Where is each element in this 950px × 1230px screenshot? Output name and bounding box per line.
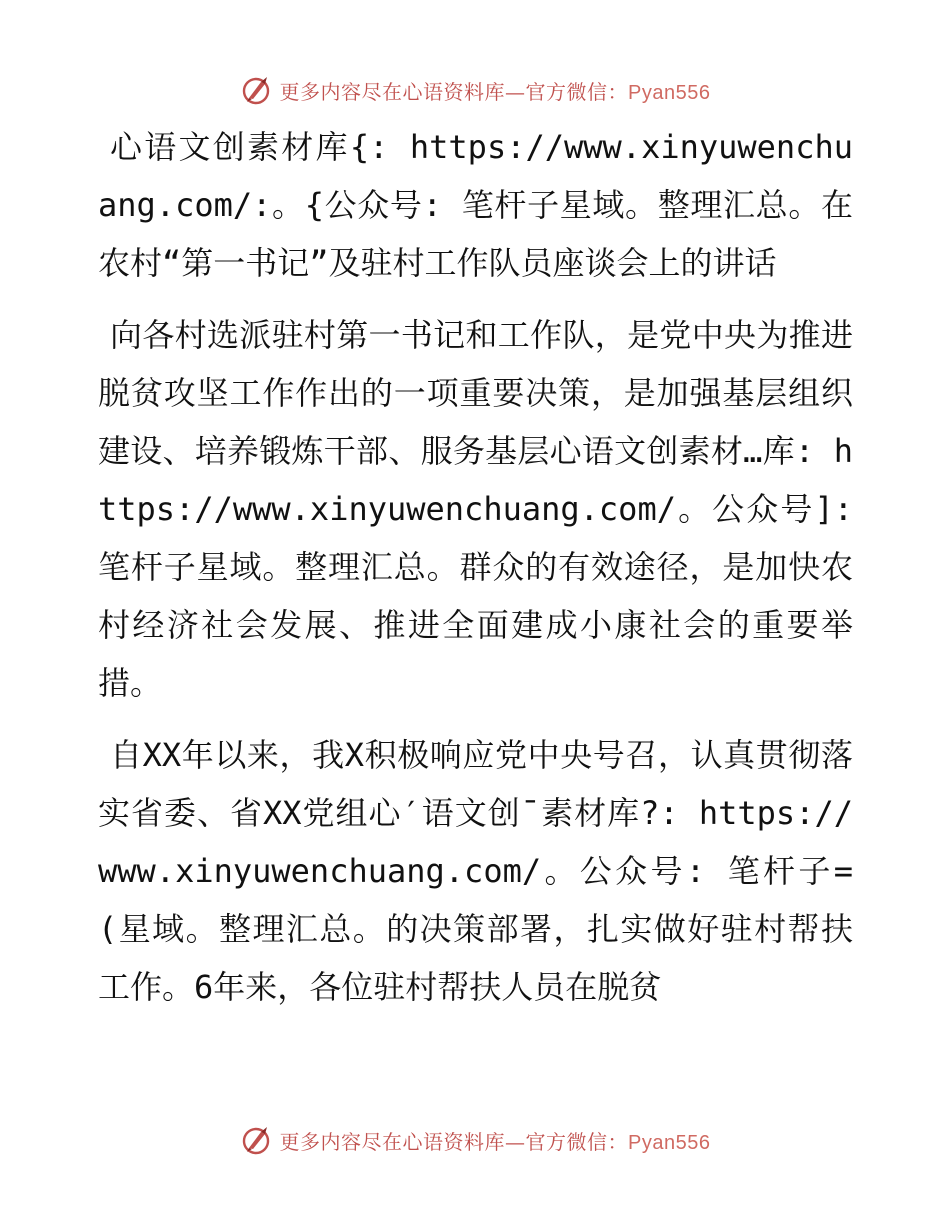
footer-banner-inner [240, 1124, 711, 1156]
paragraph-2: 向各村选派驻村第一书记和工作队，是党中央为推进脱贫攻坚工作作出的一项重要决策，是加强基层组织建设、培养锻炼干部、服务基层心语文创素材…库: https://www.xinyuwenchuang.com/。公众号]: 笔杆子星域。整理汇总。群众的有效途径，是加快农村经济社会发展、推进全面建成小康社会的重要举措。 [98, 316, 853, 702]
document-body [98, 118, 853, 1016]
header-banner-text [280, 76, 711, 105]
header-banner-inner [240, 74, 711, 106]
header-banner [0, 68, 950, 112]
header-banner-official: 官方微信： [525, 79, 629, 104]
footer-banner-handle: Pyan556 [628, 1131, 711, 1154]
quill-pen-logo-icon [240, 74, 272, 106]
header-banner-handle: Pyan556 [628, 81, 711, 104]
footer-banner-text [280, 1126, 711, 1155]
footer-banner-dash: — [505, 1129, 526, 1154]
quill-pen-logo-icon [240, 1124, 272, 1156]
footer-banner-official: 官方微信： [525, 1129, 629, 1154]
header-banner-main: 更多内容尽在心语资料库 [279, 79, 506, 104]
footer-banner [0, 1118, 950, 1162]
paragraph-1: 心语文创素材库{: https://www.xinyuwenchuang.com/:。{公众号: 笔杆子星域。整理汇总。在农村“第一书记”及驻村工作队员座谈会上的讲话 [98, 128, 853, 282]
paragraph-3: 自XX年以来，我X积极响应党中央号召，认真贯彻落实省委、省XX党组心′语文创¯素材库?: https://www.xinyuwenchuang.com/。公众号: 笔杆子=(星域。整理汇总。的决策部署，扎实做好驻村帮扶工作。6年来，各位驻村帮扶人员在脱贫 [98, 736, 853, 1006]
footer-banner-main: 更多内容尽在心语资料库 [279, 1129, 506, 1154]
header-banner-dash: — [505, 79, 526, 104]
